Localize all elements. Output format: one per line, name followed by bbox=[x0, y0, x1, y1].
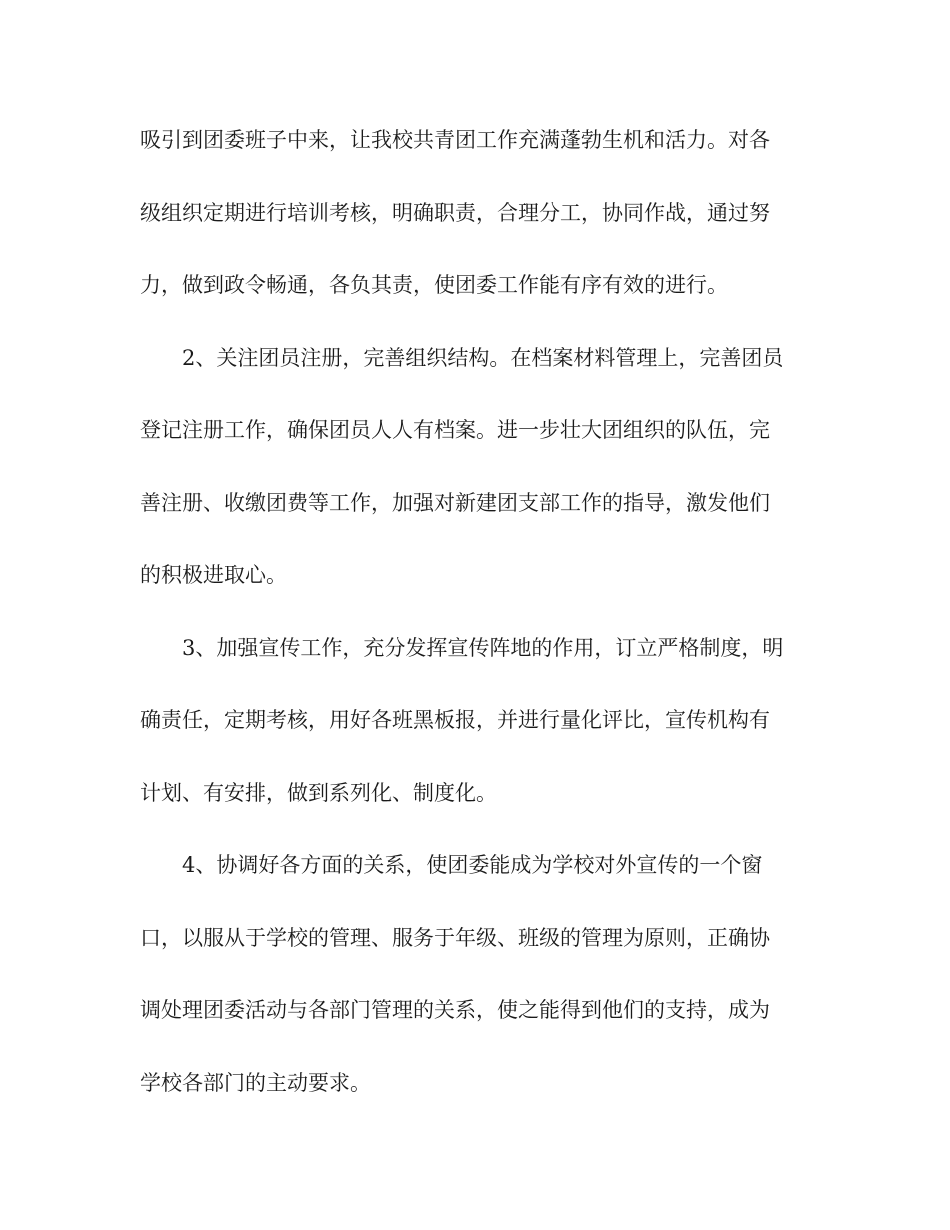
text-line: 的积极进取心。 bbox=[140, 563, 287, 587]
text-line: 学校各部门的主动要求。 bbox=[140, 1070, 371, 1095]
paragraph-3-start: 3、加强宣传工作，充分发挥宣传阵地的作用，订立严格制度，明 bbox=[182, 635, 784, 660]
text-line: 计划、有安排，做到系列化、制度化。 bbox=[140, 780, 497, 805]
document-body bbox=[140, 116, 810, 1131]
text-line: 登记注册工作，确保团员人人有档案。进一步壮大团组织的队伍，完 bbox=[140, 418, 770, 442]
paragraph-2-start: 2、关注团员注册，完善组织结构。在档案材料管理上，完善团员 bbox=[182, 345, 784, 370]
text-line: 确责任，定期考核，用好各班黑板报，并进行量化评比，宣传机构有 bbox=[140, 708, 770, 732]
text-line: 善注册、收缴团费等工作，加强对新建团支部工作的指导，激发他们 bbox=[140, 490, 770, 515]
text-line: 口，以服从于学校的管理、服务于年级、班级的管理为原则，正确协 bbox=[140, 925, 770, 950]
text-line: 力，做到政令畅通，各负其责，使团委工作能有序有效的进行。 bbox=[140, 273, 728, 297]
text-line: 级组织定期进行培训考核，明确职责，合理分工，协同作战，通过努 bbox=[140, 200, 770, 225]
text-line: 吸引到团委班子中来，让我校共青团工作充满蓬勃生机和活力。对各 bbox=[140, 128, 770, 152]
text-line: 调处理团委活动与各部门管理的关系，使之能得到他们的支持，成为 bbox=[140, 998, 770, 1022]
paragraph-4-start: 4、协调好各方面的关系，使团委能成为学校对外宣传的一个窗 bbox=[182, 853, 763, 877]
